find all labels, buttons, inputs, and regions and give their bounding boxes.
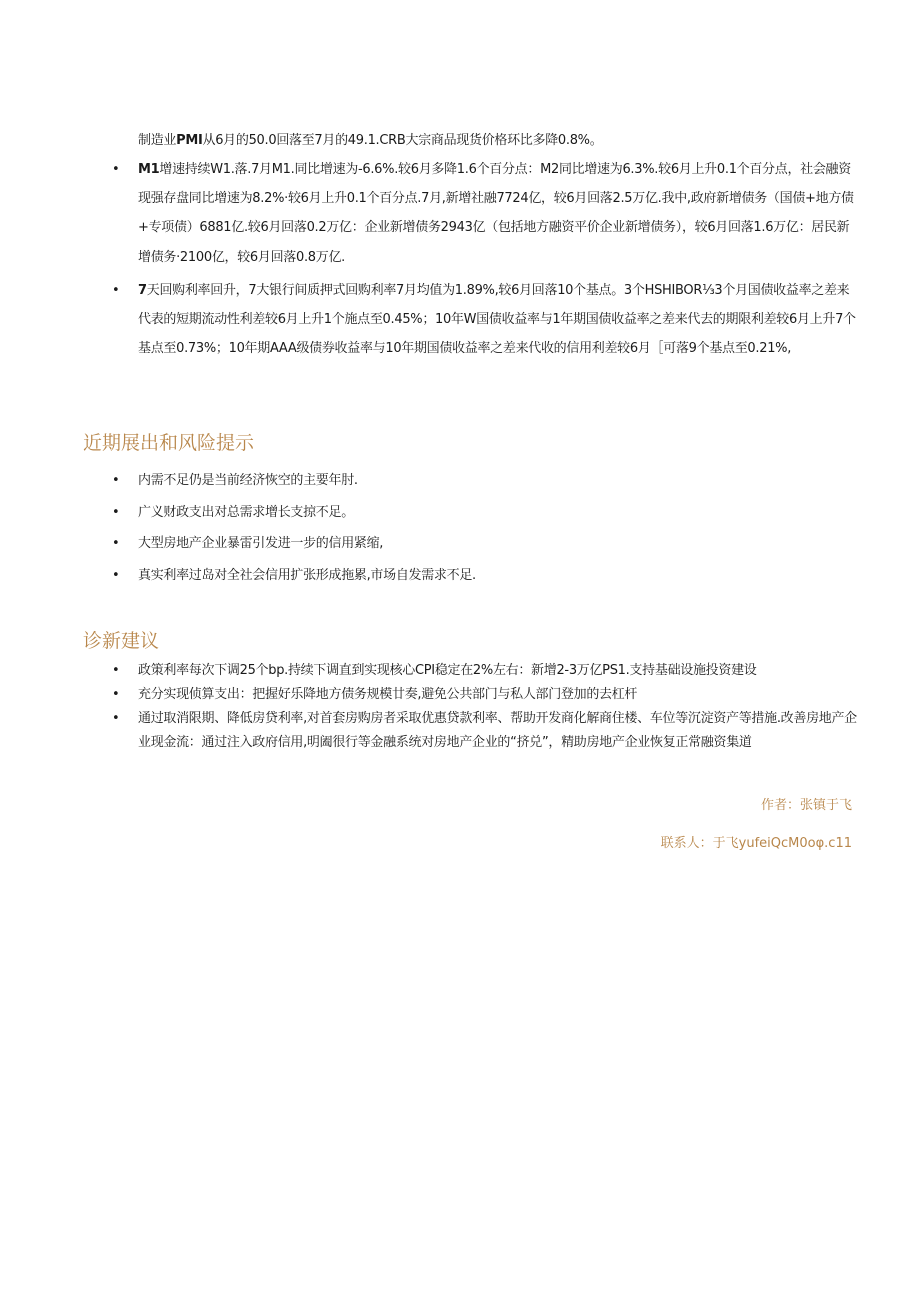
bullet-lead: 7 (138, 282, 147, 298)
intro-paragraph (138, 126, 858, 155)
author-signature: 作者：张镇于飞 (760, 798, 852, 813)
intro-text-prefix: 制造业 (138, 133, 177, 148)
advice-section-heading: 诊新建议 (83, 630, 160, 652)
list-item (112, 465, 862, 497)
contact-signature: 联系人：于飞yufeiQcM0oφ.c11 (660, 836, 852, 851)
intro-text-suffix: 从6月的50.0回落至7月的49.1.CRB大宗商品现货价格环比多降0.8%。 (202, 133, 603, 148)
list-item (112, 560, 862, 592)
list-item (112, 528, 862, 560)
list-item (112, 155, 862, 272)
advice-item-text: 充分实现侦算支出：把握好乐降地方债务规模廿奏,避免公共部门与私人部门登加的去杠杆 (138, 687, 638, 702)
bullet-icon: • (112, 711, 120, 726)
bullet-lead: M1 (138, 162, 160, 177)
risk-list (112, 465, 862, 591)
list-item (112, 276, 862, 364)
bullet-icon: • (112, 567, 120, 583)
bullet-text: 天回购利率回升，7大银行间质押式回购利率7月均值为1.89%,较6月回落10个基点。3个HSHIBOR⅓3个月国债收益率之差来代表的短期流动性利差较6月上升1个施点至0.45%；10年W国债收益率与1年期国债收益率之差来代去的期限利差较6月上升7个基点至0.73%；10年期AAA级债券收益率与10年期国债收益率之差来代收的信用利差较6月［可落9个基点至0.21%, (138, 282, 856, 357)
risk-item-text: 广义财政支出对总需求增长支掠不足。 (138, 504, 354, 520)
risk-section-heading: 近期展出和风险提示 (83, 432, 255, 454)
intro-text-pmi: PMI (176, 133, 203, 148)
list-item (112, 683, 862, 707)
indicator-bullets (112, 155, 862, 363)
bullet-icon: • (112, 663, 120, 678)
list-item (112, 707, 862, 755)
advice-list (112, 659, 862, 755)
risk-item-text: 真实利率过岛对全社会信用扩张形成拖累,市场自发需求不足. (138, 567, 476, 583)
bullet-icon: • (112, 687, 120, 702)
bullet-icon: • (112, 536, 120, 551)
advice-item-text: 通过取消限期、降低房贷利率,对首套房购房者采取优惠贷款利率、帮助开发商化解商住楼、车位等沉淀资产等措施.改善房地产企业现金流：通过注入政府信用,明阖很行等金融系统对房地产企业的“挤兑”，精助房地产企业恢复正常融资集道 (138, 711, 857, 750)
list-item (112, 659, 862, 683)
advice-item-text: 政策利率每次下调25个bp.持续下调直到实现核心CPI稳定在2%左右：新增2-3万亿PS1.支持基础设施投资建设 (138, 663, 757, 678)
list-item (112, 497, 862, 529)
bullet-icon: • (112, 473, 120, 488)
bullet-text: 增速持续W1.落.7月M1.同比增速为-6.6%.较6月多降1.6个百分点：M2同比增速为6.3%.较6月上升0.1个百分点，社会融资现强存盘同比增速为8.2%·较6月上升0.1个百分点.7月,新增社融7724亿，较6月回落2.5万亿.我中,政府新增债务（国债+地方债+专项债）6881亿.较6月回落0.2万亿：企业新增债务2943亿（包括地方融资平价企业新增债务），较6月回落1.6万亿：居民新增债务·2100亿，较6月回落0.8万亿. (138, 162, 854, 265)
bullet-icon: • (112, 282, 120, 298)
risk-item-text: 大型房地产企业暴雷引发进一步的信用紧缩, (138, 536, 384, 551)
bullet-icon: • (112, 504, 120, 520)
bullet-icon: • (112, 162, 120, 177)
risk-item-text: 内需不足仍是当前经济恢空的主要年肘. (138, 473, 358, 488)
